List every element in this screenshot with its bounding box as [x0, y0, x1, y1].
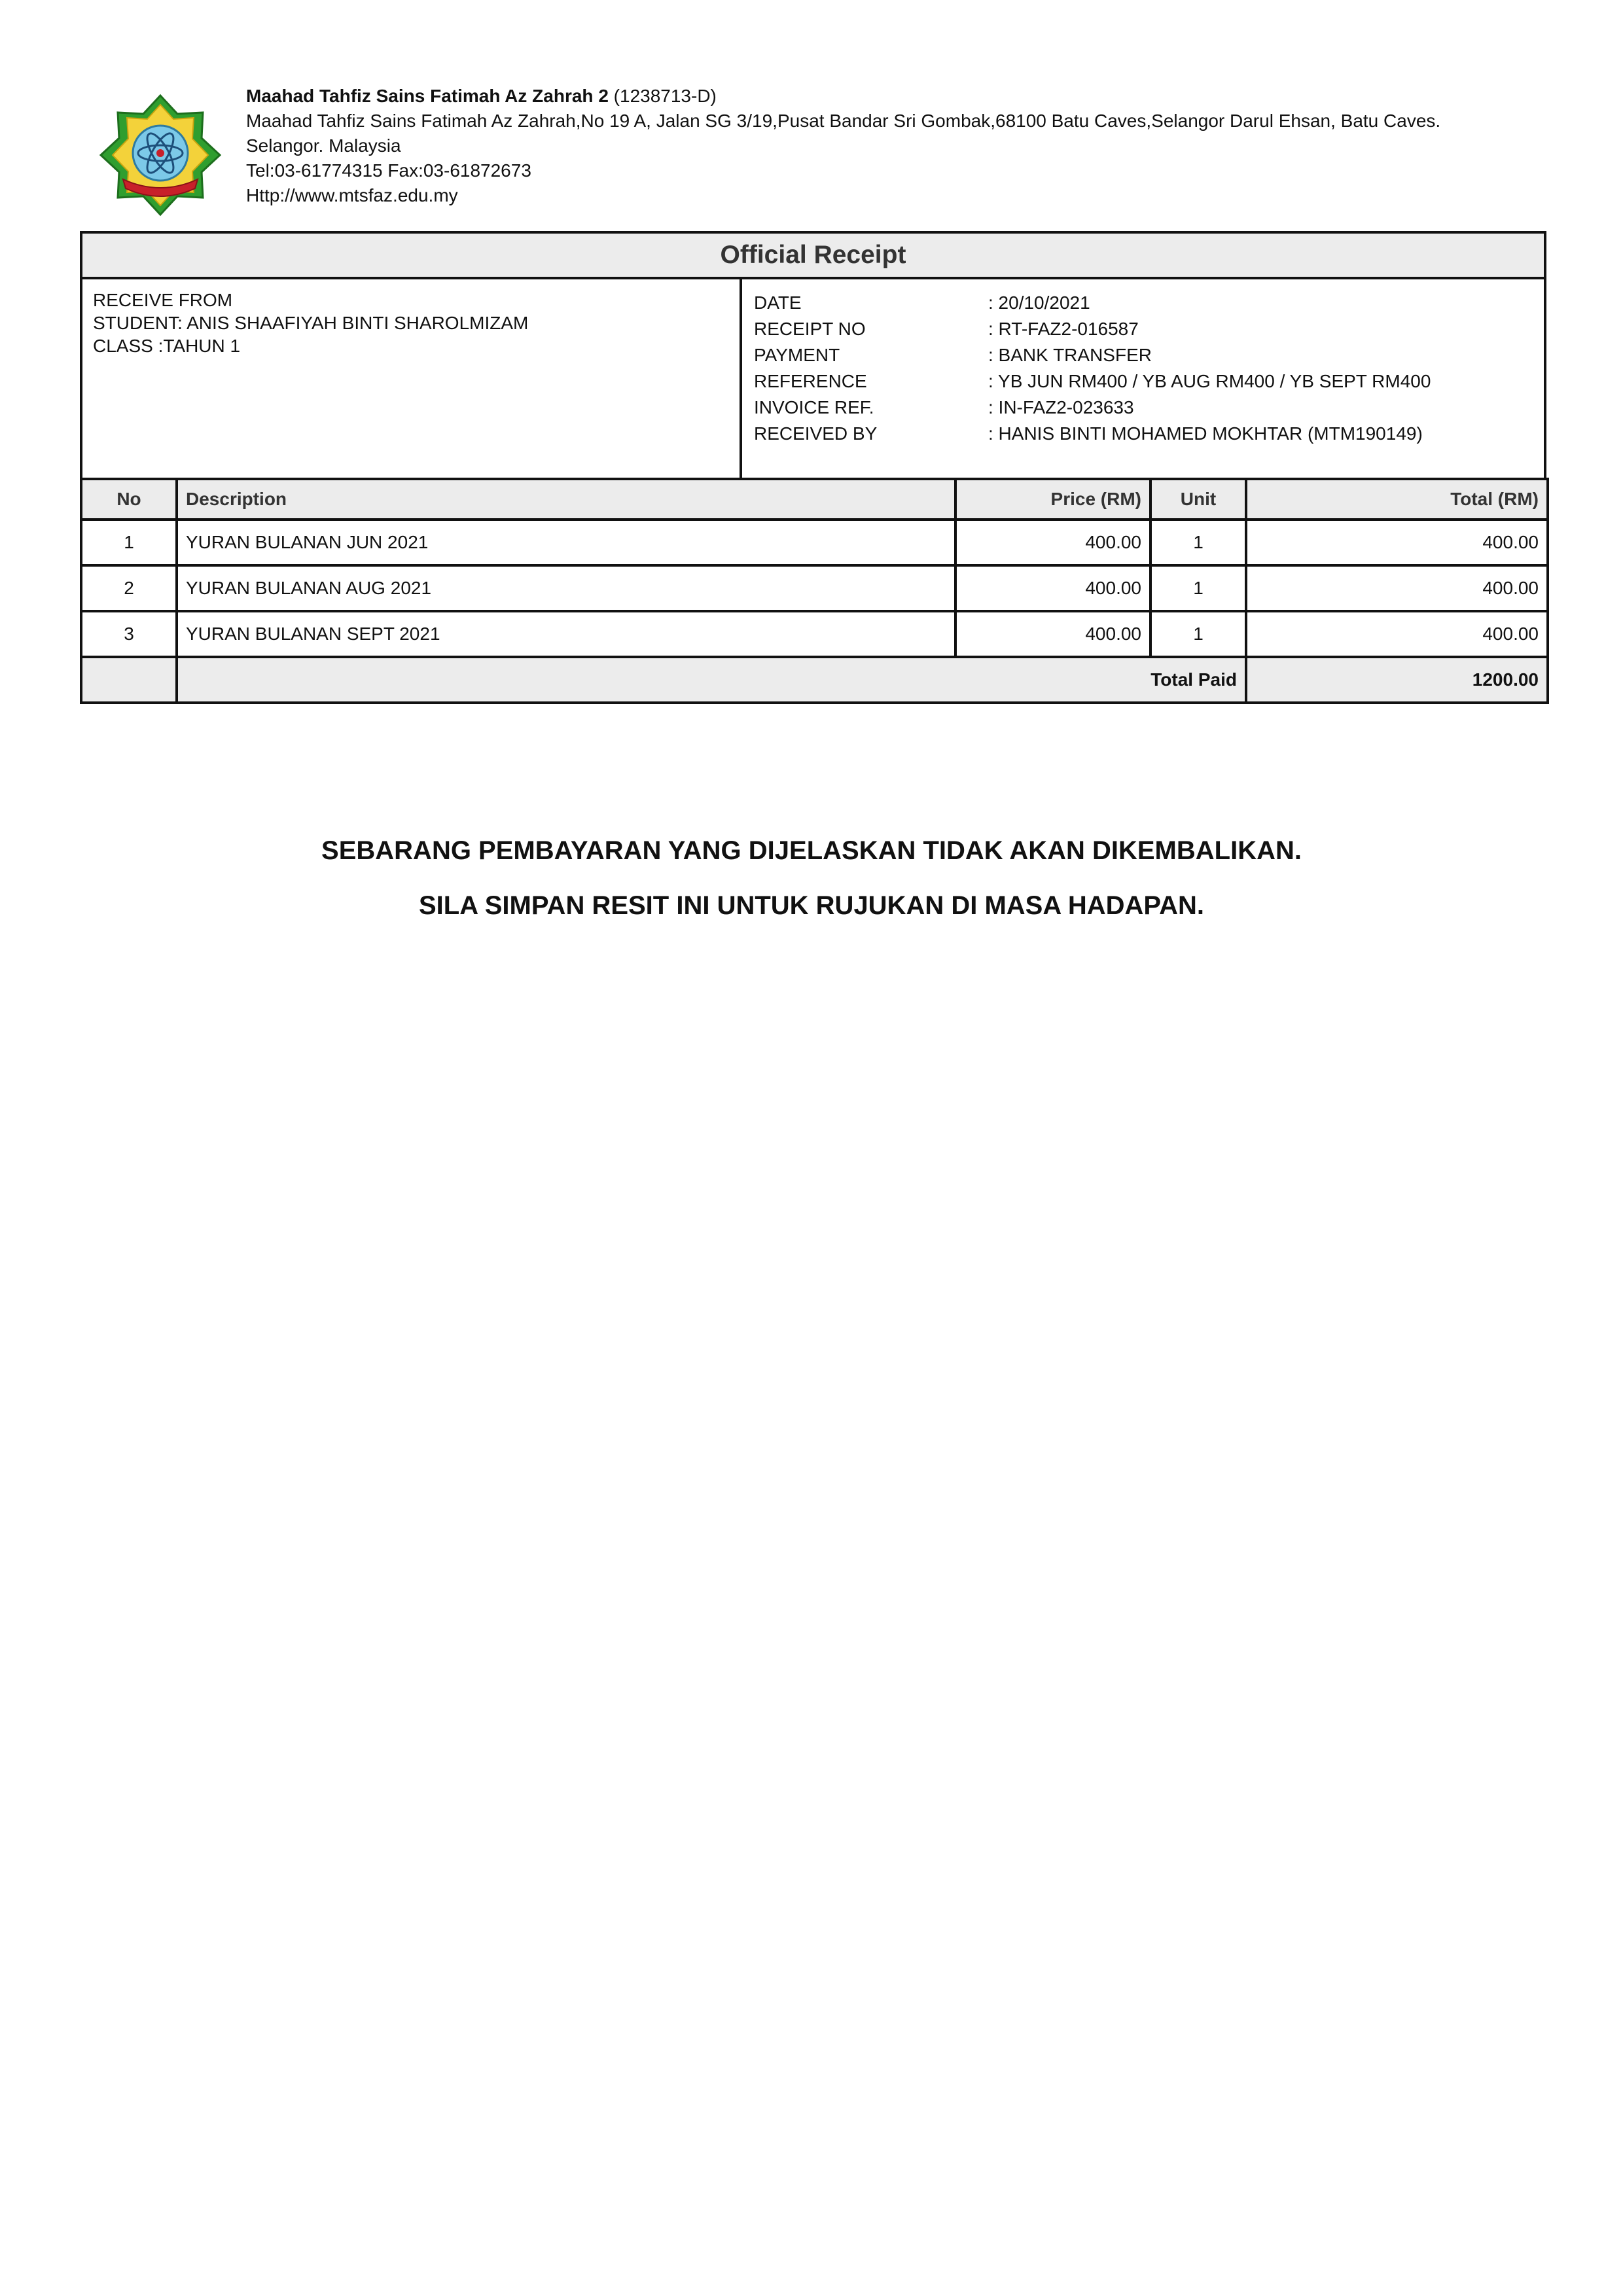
row-price: 400.00: [955, 611, 1150, 657]
row-total: 400.00: [1246, 611, 1548, 657]
row-no: 1: [81, 520, 177, 565]
school-reg-no: (1238713-D): [613, 86, 717, 106]
total-row-spacer: [81, 657, 177, 703]
row-unit: 1: [1150, 565, 1246, 611]
row-total: 400.00: [1246, 565, 1548, 611]
row-total: 400.00: [1246, 520, 1548, 565]
row-unit: 1: [1150, 611, 1246, 657]
school-contact: Tel:03-61774315 Fax:03-61872673: [246, 160, 531, 181]
row-description: YURAN BULANAN AUG 2021: [177, 565, 955, 611]
table-row: [81, 520, 1548, 565]
row-unit: 1: [1150, 520, 1246, 565]
table-row: [81, 611, 1548, 657]
total-paid-value: 1200.00: [1246, 657, 1548, 703]
school-address-line1: Maahad Tahfiz Sains Fatimah Az Zahrah,No 19 A, Jalan SG 3/19,Pusat Bandar Sri Gombak,68100 Batu Caves,Selangor Darul Ehsan, Batu Caves.: [246, 111, 1441, 131]
receive-from-label: RECEIVE FROM: [93, 290, 233, 310]
receipt-details-panel: [742, 279, 1544, 482]
detail-invoice-ref: INVOICE REF. : IN-FAZ2-023633: [754, 397, 1134, 417]
receipt-title: Official Receipt: [82, 234, 1544, 279]
school-address-line2: Selangor. Malaysia: [246, 135, 401, 156]
table-row: [81, 565, 1548, 611]
school-crest-icon: [98, 93, 223, 217]
detail-received-by: RECEIVED BY : HANIS BINTI MOHAMED MOKHTAR (MTM190149): [754, 423, 1423, 444]
school-website: Http://www.mtsfaz.edu.my: [246, 185, 458, 205]
row-no: 2: [81, 565, 177, 611]
col-header-description: Description: [177, 479, 955, 520]
receipt-box: [80, 231, 1546, 484]
detail-receipt-no: RECEIPT NO : RT-FAZ2-016587: [754, 319, 1139, 339]
row-price: 400.00: [955, 520, 1150, 565]
total-paid-label: Total Paid: [177, 657, 1246, 703]
row-no: 3: [81, 611, 177, 657]
receipt-info: [82, 279, 1544, 482]
row-description: YURAN BULANAN JUN 2021: [177, 520, 955, 565]
row-price: 400.00: [955, 565, 1150, 611]
col-header-price: Price (RM): [955, 479, 1150, 520]
note-keep-receipt: SILA SIMPAN RESIT INI UNTUK RUJUKAN DI MASA HADAPAN.: [418, 891, 1205, 920]
class-line: CLASS :TAHUN 1: [93, 336, 241, 356]
col-header-unit: Unit: [1150, 479, 1246, 520]
col-header-no: No: [81, 479, 177, 520]
items-table: [80, 478, 1549, 704]
total-row: [81, 657, 1548, 703]
student-line: STUDENT: ANIS SHAAFIYAH BINTI SHAROLMIZAM: [93, 313, 529, 333]
detail-date: DATE : 20/10/2021: [754, 292, 1090, 313]
note-no-refund: SEBARANG PEMBAYARAN YANG DIJELASKAN TIDAK AKAN DIKEMBALIKAN.: [321, 836, 1302, 865]
detail-payment: PAYMENT : BANK TRANSFER: [754, 345, 1152, 365]
row-description: YURAN BULANAN SEPT 2021: [177, 611, 955, 657]
table-header-row: [81, 479, 1548, 520]
col-header-total: Total (RM): [1246, 479, 1548, 520]
school-header: [246, 84, 1555, 208]
detail-reference: REFERENCE : YB JUN RM400 / YB AUG RM400 / YB SEPT RM400: [754, 371, 1431, 391]
school-name: Maahad Tahfiz Sains Fatimah Az Zahrah 2: [246, 86, 609, 106]
receive-from-panel: [82, 279, 742, 482]
